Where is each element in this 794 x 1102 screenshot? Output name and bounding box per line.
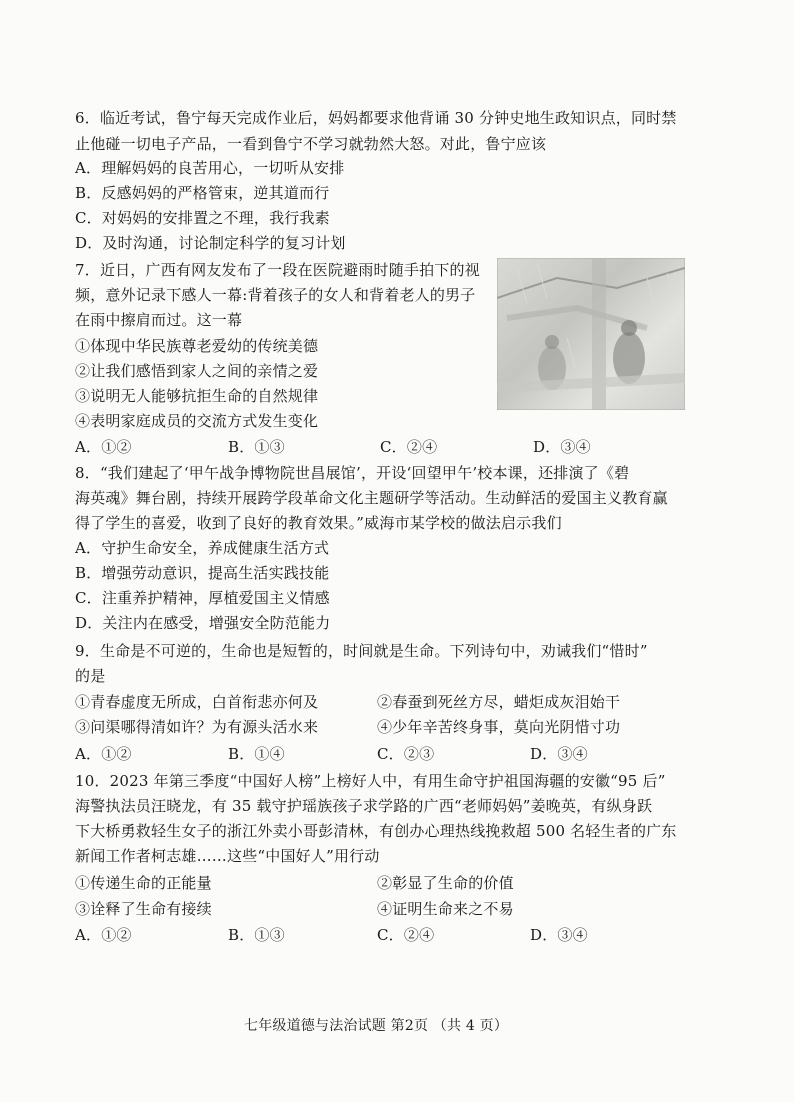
q9-choice-a: A．①② — [75, 745, 132, 763]
q9-choice-c: C．②③ — [377, 745, 435, 763]
q7-item-3: ③说明无人能够抗拒生命的自然规律 — [75, 387, 319, 405]
q6-stem-line2: 止他碰一切电子产品，一看到鲁宁不学习就勃然大怒。对此，鲁宁应该 — [75, 135, 547, 153]
q9-stem-line2: 的是 — [75, 667, 106, 685]
q9-stem-line1: 9．生命是不可逆的，生命也是短暂的，时间就是生命。下列诗句中，劝诫我们“惜时” — [75, 642, 648, 660]
q6-option-a: A．理解妈妈的良苦用心，一切听从安排 — [75, 159, 345, 177]
q7-choice-c: C．②④ — [380, 438, 438, 456]
q8-option-c: C．注重养护精神，厚植爱国主义情感 — [75, 589, 330, 607]
q6-option-d: D．及时沟通，讨论制定科学的复习计划 — [75, 234, 346, 252]
q10-item-1: ①传递生命的正能量 — [75, 874, 212, 892]
q8-stem-line1: 8．“我们建起了‘甲午战争博物院世昌展馆’，开设‘回望甲午’校本课，还排演了《碧 — [75, 464, 630, 482]
q7-stem-line3: 在雨中擦肩而过。这一幕 — [75, 311, 243, 329]
q6-option-b: B．反感妈妈的严格管束，逆其道而行 — [75, 184, 330, 202]
q7-choice-d: D．③④ — [533, 438, 591, 456]
q7-choice-a: A．①② — [75, 438, 132, 456]
q10-choice-d: D．③④ — [530, 926, 588, 944]
q8-stem-line3: 得了学生的喜爱，收到了良好的教育效果。”威海市某学校的做法启示我们 — [75, 514, 562, 532]
q9-item-1: ①青春虚度无所成，白首衔悲亦何及 — [75, 693, 319, 711]
q10-stem-line2: 海警执法员汪晓龙，有 35 载守护瑶族孩子求学路的广西“老师妈妈”姜晚英，有纵身跃 — [75, 797, 653, 815]
q8-option-a: A．守护生命安全，养成健康生活方式 — [75, 539, 330, 557]
q9-choice-d: D．③④ — [530, 745, 588, 763]
q10-stem-line1: 10．2023 年第三季度“中国好人榜”上榜好人中，有用生命守护祖国海疆的安徽“95 后” — [75, 772, 666, 790]
q10-item-4: ④证明生命来之不易 — [377, 900, 514, 918]
q6-stem-line1: 6．临近考试，鲁宁每天完成作业后，妈妈都要求他背诵 30 分钟史地生政知识点，同时禁 — [75, 109, 677, 127]
q10-item-2: ②彰显了生命的价值 — [377, 874, 514, 892]
q10-choice-c: C．②④ — [377, 926, 435, 944]
q10-choice-a: A．①② — [75, 926, 132, 944]
rain-scene-photo — [497, 258, 685, 410]
page-footer: 七年级道德与法治试题 第2页 （共 4 页） — [244, 1018, 509, 1034]
q9-item-2: ②春蚕到死丝方尽，蜡炬成灰泪始干 — [377, 693, 621, 711]
q6-option-c: C．对妈妈的安排置之不理，我行我素 — [75, 209, 330, 227]
q7-stem-line2: 频，意外记录下感人一幕:背着孩子的女人和背着老人的男子 — [75, 286, 476, 304]
q8-option-b: B．增强劳动意识，提高生活实践技能 — [75, 564, 330, 582]
q10-stem-line4: 新闻工作者柯志雄……这些“中国好人”用行动 — [75, 847, 380, 865]
q7-stem-line1: 7．近日，广西有网友发布了一段在医院避雨时随手拍下的视 — [75, 261, 480, 279]
q7-item-2: ②让我们感悟到家人之间的亲情之爱 — [75, 362, 319, 380]
q10-choice-b: B．①③ — [228, 926, 285, 944]
q9-item-4: ④少年辛苦终身事，莫向光阴惜寸功 — [377, 718, 621, 736]
q10-item-3: ③诠释了生命有接续 — [75, 900, 212, 918]
q9-choice-b: B．①④ — [228, 745, 285, 763]
q7-item-4: ④表明家庭成员的交流方式发生变化 — [75, 412, 319, 430]
q7-item-1: ①体现中华民族尊老爱幼的传统美德 — [75, 337, 319, 355]
q8-stem-line2: 海英魂》舞台剧，持续开展跨学段革命文化主题研学等活动。生动鲜活的爱国主义教育赢 — [75, 489, 668, 507]
q9-item-3: ③问渠哪得清如许？为有源头活水来 — [75, 718, 319, 736]
q8-option-d: D．关注内在感受，增强安全防范能力 — [75, 614, 331, 632]
q10-stem-line3: 下大桥勇救轻生女子的浙江外卖小哥彭清林，有创办心理热线挽救超 500 名轻生者的广东 — [75, 822, 677, 840]
q7-choice-b: B．①③ — [228, 438, 285, 456]
